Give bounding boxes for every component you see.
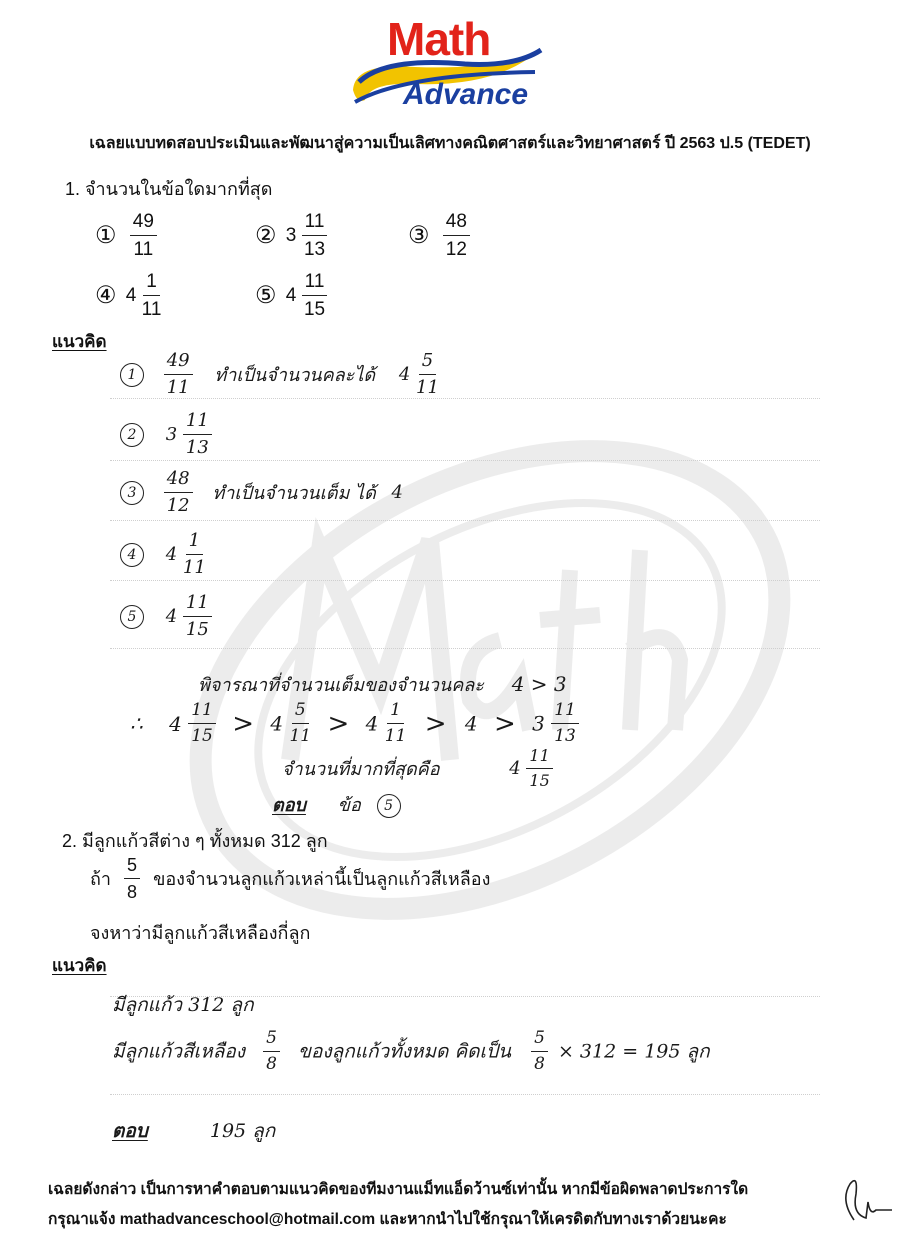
whole: 4 — [509, 758, 521, 779]
row-whole: 3 — [165, 424, 178, 445]
q1-answer — [272, 790, 401, 819]
q2-if: ถ้า — [90, 869, 112, 889]
denominator: 11 — [182, 557, 206, 578]
numerator: 11 — [183, 412, 212, 435]
numerator: 5 — [263, 1030, 280, 1052]
row-whole: 4 — [165, 544, 178, 565]
denominator: 11 — [166, 377, 190, 398]
row-number: 3 — [120, 481, 144, 505]
choice-mark: ④ — [95, 282, 117, 309]
q1-choice-1 — [95, 212, 157, 259]
q2-work-line-1: มีลูกแก้ว 312 ลูก — [112, 994, 254, 1016]
denominator: 11 — [384, 726, 407, 746]
denominator: 8 — [266, 1054, 277, 1074]
choice-denominator: 15 — [303, 299, 326, 320]
largest-text: จำนวนที่มากที่สุดคือ — [282, 759, 440, 780]
choice-mark: ③ — [408, 222, 430, 249]
denominator: 8 — [127, 882, 138, 902]
q1-method-label: แนวคิด — [52, 332, 107, 351]
q1-work-row-5 — [120, 594, 212, 639]
math-advance-logo — [345, 12, 545, 117]
denominator: 11 — [289, 726, 312, 746]
therefore-symbol: ∴ — [130, 711, 143, 736]
q2-line-1: 2. มีลูกแก้วสีต่าง ๆ ทั้งหมด 312 ลูก — [62, 831, 328, 851]
whole: 4 — [270, 711, 284, 736]
numerator: 48 — [164, 470, 193, 493]
greater-than: > — [232, 708, 254, 739]
numerator: 1 — [387, 702, 404, 724]
denominator: 15 — [529, 771, 550, 790]
denominator: 15 — [191, 726, 213, 746]
result-whole: 4 — [398, 364, 411, 385]
denominator: 15 — [185, 619, 209, 640]
q1-work-row-3 — [120, 470, 403, 515]
choice-numerator: 11 — [302, 272, 328, 296]
logo-advance-text: Advance — [403, 78, 529, 111]
choice-whole: 4 — [285, 284, 297, 306]
row-number: 1 — [120, 363, 144, 387]
q2-calc: × 312 = 195 ลูก — [557, 1040, 710, 1063]
whole: 4 — [365, 711, 379, 736]
numerator: 11 — [188, 702, 216, 724]
greater-than: > — [424, 708, 447, 739]
choice-denominator: 11 — [141, 299, 162, 320]
numerator: 49 — [164, 352, 193, 375]
footer-line-2: กรุณาแจ้ง mathadvanceschool@hotmail.com และหากนำไปใช้กรุณาให้เครดิตกับทางเราด้วยนะคะ — [48, 1211, 727, 1228]
answer-label: ตอบ — [112, 1120, 148, 1142]
q2-method-label: แนวคิด — [52, 956, 107, 975]
choice-numerator: 49 — [130, 212, 157, 236]
q1-work-row-2 — [120, 412, 212, 457]
q2-line-2 — [90, 856, 490, 901]
row-number: 5 — [120, 605, 144, 629]
whole: 3 — [532, 711, 545, 736]
footer-line-1: เฉลยดังกล่าว เป็นการหาคำตอบตามแนวคิดของทีมงานแม็ทแอ็ดว้านซ์เท่านั้น หากมีข้อผิดพลาดประการใด — [48, 1181, 749, 1198]
answer-value: 195 ลูก — [209, 1120, 276, 1142]
choice-denominator: 12 — [445, 239, 467, 260]
row-text: ทำเป็นจำนวนคละได้ — [214, 365, 376, 386]
q1-choice-4 — [95, 272, 161, 319]
row-text: ทำเป็นจำนวนเต็ม ได้ — [212, 483, 376, 504]
choice-mark: ② — [255, 222, 277, 249]
q1-question: 1. จำนวนในข้อใดมากที่สุด — [65, 179, 273, 199]
q1-choice-2 — [255, 212, 327, 259]
row-number: 2 — [120, 423, 144, 447]
q1-work-row-4 — [120, 532, 206, 577]
q1-consider-line — [198, 670, 567, 699]
answer-number: 5 — [377, 794, 401, 818]
numerator: 5 — [419, 352, 436, 375]
signature-mark — [836, 1170, 896, 1230]
whole: 4 — [169, 711, 182, 736]
choice-mark: ⑤ — [255, 282, 277, 309]
consider-expr: 4 > 3 — [511, 672, 567, 696]
greater-than: > — [493, 708, 516, 739]
choice-whole: 4 — [125, 284, 137, 306]
q1-comparison-chain — [130, 702, 579, 745]
q1-largest-line — [282, 748, 553, 789]
q2-line-3: จงหาว่ามีลูกแก้วสีเหลืองกี่ลูก — [90, 923, 311, 943]
greater-than: > — [327, 708, 350, 739]
choice-numerator: 1 — [143, 272, 160, 296]
whole: 4 — [464, 711, 478, 736]
numerator: 11 — [183, 594, 212, 617]
choice-numerator: 48 — [443, 212, 470, 236]
answer-label: ตอบ — [272, 795, 306, 816]
q1-work-row-1 — [120, 352, 439, 397]
q2-answer — [112, 1116, 275, 1146]
choice-mark: ① — [95, 222, 117, 249]
row-number: 4 — [120, 543, 144, 567]
page-title: เฉลยแบบทดสอบประเมินและพัฒนาสู่ความเป็นเลิศทางคณิตศาสตร์และวิทยาศาสตร์ ปี 2563 ป.5 (TEDET) — [89, 135, 811, 152]
numerator: 5 — [292, 702, 309, 724]
q2-mid-text: ของลูกแก้วทั้งหมด คิดเป็น — [297, 1040, 512, 1063]
denominator: 8 — [534, 1054, 545, 1074]
q1-choice-5 — [255, 272, 327, 319]
denominator: 11 — [416, 377, 439, 398]
logo-math-text: Math — [387, 13, 491, 65]
numerator: 5 — [531, 1030, 548, 1052]
consider-text: พิจารณาที่จำนวนเต็มของจำนวนคละ — [198, 675, 484, 696]
choice-numerator: 11 — [302, 212, 328, 236]
denominator: 12 — [166, 495, 190, 516]
q2-work-line-2 — [112, 1030, 710, 1073]
denominator: 13 — [554, 726, 576, 746]
numerator: 5 — [124, 856, 140, 879]
choice-denominator: 11 — [133, 239, 154, 260]
row-result: 4 — [391, 482, 403, 503]
q1-choice-3 — [408, 212, 470, 259]
numerator: 11 — [551, 702, 579, 724]
choice-whole: 3 — [285, 224, 297, 246]
denominator: 13 — [185, 437, 209, 458]
q2-yellow-text: มีลูกแก้วสีเหลือง — [112, 1040, 246, 1063]
numerator: 11 — [526, 748, 552, 769]
numerator: 1 — [186, 532, 203, 555]
answer-text: ข้อ — [337, 795, 361, 816]
q2-condition: ของจำนวนลูกแก้วเหล่านี้เป็นลูกแก้วสีเหลือง — [153, 869, 491, 889]
choice-denominator: 13 — [303, 239, 326, 260]
row-whole: 4 — [165, 606, 178, 627]
